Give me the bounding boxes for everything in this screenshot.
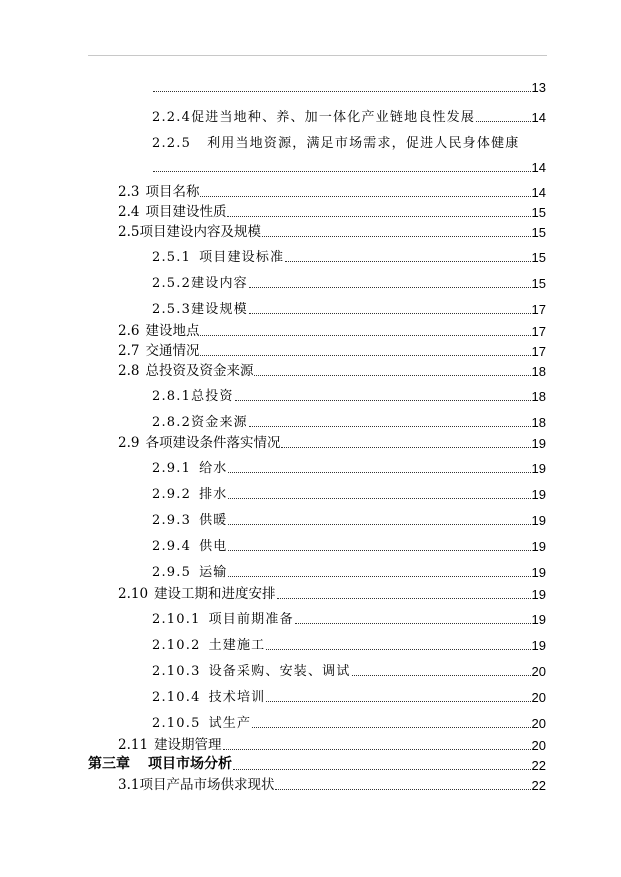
toc-dot-leader xyxy=(249,286,531,288)
toc-entry-number: 2.9 xyxy=(118,435,140,451)
toc-entry-title: 建设规模 xyxy=(191,302,248,317)
toc-page-number: 18 xyxy=(531,364,546,379)
toc-dot-leader xyxy=(295,622,531,624)
toc-entry[interactable] xyxy=(152,272,546,291)
toc-dot-leader xyxy=(200,334,530,336)
toc-entry-title: 利用当地资源，满足市场需求，促进人民身体健康 xyxy=(207,136,520,151)
toc-entry-title: 项目建设内容及规模 xyxy=(139,224,261,240)
toc-dot-leader xyxy=(153,170,531,172)
toc-entry[interactable] xyxy=(152,246,546,265)
toc-entry-number: 2.8.1 xyxy=(152,389,192,404)
toc-entry[interactable] xyxy=(152,634,546,653)
toc-entry-title: 项目前期准备 xyxy=(208,612,294,627)
toc-entry[interactable] xyxy=(152,457,546,476)
toc-entry-number: 2.2.4 xyxy=(152,110,192,125)
toc-page-number: 15 xyxy=(531,276,546,291)
toc-page-number: 22 xyxy=(531,758,546,773)
toc-entry[interactable] xyxy=(152,660,546,679)
toc-entry[interactable] xyxy=(152,509,546,528)
toc-entry-number: 2.5.2 xyxy=(152,276,192,291)
toc-entry[interactable] xyxy=(152,385,546,404)
toc-entry-number: 2.8 xyxy=(118,363,140,379)
toc-entry-title: 建设工期和进度安排 xyxy=(154,586,276,602)
toc-entry-title: 项目产品市场供求现状 xyxy=(139,777,275,793)
toc-entry-number: 2.11 xyxy=(118,737,149,753)
toc-page-number: 13 xyxy=(531,80,546,95)
toc-dot-leader xyxy=(227,215,530,217)
toc-entry[interactable] xyxy=(152,686,546,705)
toc-page-number: 20 xyxy=(531,664,546,679)
toc-page-number: 19 xyxy=(531,565,546,580)
toc-page-number: 19 xyxy=(531,612,546,627)
toc-entry[interactable] xyxy=(152,712,546,731)
toc-entry-number: 2.9.3 xyxy=(152,513,192,528)
toc-entry-title: 供电 xyxy=(199,539,228,554)
toc-dot-leader xyxy=(285,260,530,262)
toc-entry-title: 运输 xyxy=(199,565,228,580)
toc-page-number: 19 xyxy=(531,539,546,554)
toc-entry-number: 2.10 xyxy=(118,586,149,602)
toc-page-number: 20 xyxy=(531,690,546,705)
toc-entry-number: 2.9.5 xyxy=(152,565,192,580)
toc-page-number: 15 xyxy=(531,205,546,220)
toc-dot-leader xyxy=(266,648,530,650)
toc-dot-leader xyxy=(228,549,530,551)
toc-entry[interactable] xyxy=(118,339,546,359)
toc-dot-leader xyxy=(153,90,531,92)
toc-entry-number: 2.4 xyxy=(118,204,140,220)
toc-dot-leader xyxy=(200,354,530,356)
toc-entry-title: 建设内容 xyxy=(191,276,248,291)
toc-entry-number: 2.10.5 xyxy=(152,716,201,731)
toc-entry[interactable] xyxy=(152,132,546,151)
toc-page-number: 19 xyxy=(531,587,546,602)
toc-dot-leader xyxy=(254,374,530,376)
toc-entry-title: 资金来源 xyxy=(191,415,248,430)
toc-dot-leader xyxy=(249,425,531,427)
toc-entry-title: 项目名称 xyxy=(145,184,200,200)
toc-page-number: 18 xyxy=(531,389,546,404)
toc-dot-leader xyxy=(228,523,530,525)
toc-entry-number: 2.9.1 xyxy=(152,461,192,476)
toc-dot-leader xyxy=(281,446,530,448)
toc-page-number: 17 xyxy=(531,344,546,359)
toc-entry[interactable] xyxy=(118,431,546,451)
toc-entry-number: 2.10.1 xyxy=(152,612,201,627)
toc-entry-number: 2.3 xyxy=(118,184,140,200)
toc-dot-leader xyxy=(249,312,531,314)
toc-entry-title: 土建施工 xyxy=(208,638,266,653)
toc-entry-title: 项目市场分析 xyxy=(148,756,232,772)
toc-dot-leader xyxy=(266,700,530,702)
toc-entry-title: 设备采购、安装、调试 xyxy=(208,664,351,679)
toc-page-number: 19 xyxy=(531,638,546,653)
toc-dot-leader xyxy=(233,768,531,770)
toc-page-number: 22 xyxy=(531,778,546,793)
toc-dot-leader xyxy=(228,575,530,577)
toc-page-number: 19 xyxy=(531,487,546,502)
toc-entry[interactable] xyxy=(118,180,546,200)
toc-entry[interactable] xyxy=(152,160,546,175)
toc-entry-title: 建设地点 xyxy=(145,323,200,339)
toc-entry-number: 2.2.5 xyxy=(152,136,192,151)
toc-entry-number: 2.5.3 xyxy=(152,302,192,317)
toc-entry-title: 排水 xyxy=(199,487,228,502)
toc-dot-leader xyxy=(252,726,530,728)
toc-page-number: 14 xyxy=(531,110,546,125)
toc-dot-leader xyxy=(228,471,530,473)
toc-dot-leader xyxy=(277,597,531,599)
toc-entry-number: 2.9.2 xyxy=(152,487,192,502)
toc-entry[interactable] xyxy=(118,319,546,339)
toc-dot-leader xyxy=(200,195,530,197)
toc-page-number: 17 xyxy=(531,302,546,317)
toc-page-number: 20 xyxy=(531,738,546,753)
toc-entry-title: 试生产 xyxy=(208,716,252,731)
toc-entry-title: 总投资 xyxy=(191,389,234,404)
toc-entry-number: 2.5.1 xyxy=(152,250,192,265)
toc-entry-title: 建设期管理 xyxy=(154,737,222,753)
toc-entry-chapter[interactable] xyxy=(88,753,546,773)
toc-entry[interactable] xyxy=(152,298,546,317)
toc-page-number: 19 xyxy=(531,513,546,528)
toc-entry[interactable] xyxy=(152,483,546,502)
toc-entry-number: 2.8.2 xyxy=(152,415,192,430)
toc-page-number: 14 xyxy=(531,185,546,200)
toc-entry[interactable] xyxy=(118,582,546,602)
toc-entry-title: 总投资及资金来源 xyxy=(145,363,254,379)
toc-entry[interactable] xyxy=(118,733,546,753)
toc-entry-title: 项目建设性质 xyxy=(145,204,227,220)
toc-entry[interactable] xyxy=(152,411,546,430)
toc-entry-number: 3.1 xyxy=(118,777,140,793)
toc-entry-title: 促进当地种、养、加一体化产业链地良性发展 xyxy=(191,110,476,125)
toc-entry[interactable] xyxy=(152,80,546,95)
toc-entry[interactable] xyxy=(152,561,546,580)
toc-entry-title: 各项建设条件落实情况 xyxy=(145,435,281,451)
toc-dot-leader xyxy=(352,674,531,676)
toc-entry[interactable] xyxy=(118,220,546,240)
toc-dot-leader xyxy=(476,120,530,122)
toc-entry-number: 2.9.4 xyxy=(152,539,192,554)
toc-entry-number: 2.10.3 xyxy=(152,664,201,679)
toc-page-number: 19 xyxy=(531,436,546,451)
toc-entry-number: 2.10.4 xyxy=(152,690,201,705)
toc-entry[interactable] xyxy=(152,535,546,554)
toc-entry[interactable] xyxy=(152,608,546,627)
toc-entry[interactable] xyxy=(152,106,546,125)
toc-dot-leader xyxy=(223,748,531,750)
toc-dot-leader xyxy=(235,399,531,401)
toc-entry[interactable] xyxy=(118,773,546,793)
toc-entry-title: 项目建设标准 xyxy=(199,250,285,265)
toc-entry-title: 给水 xyxy=(199,461,228,476)
toc-page-number: 19 xyxy=(531,461,546,476)
toc-page-number: 15 xyxy=(531,250,546,265)
toc-entry[interactable] xyxy=(118,359,546,379)
toc-dot-leader xyxy=(228,497,530,499)
toc-entry-number: 2.7 xyxy=(118,343,140,359)
toc-entry-number: 2.10.2 xyxy=(152,638,201,653)
toc-entry-title: 供暖 xyxy=(199,513,228,528)
toc-entry-title: 技术培训 xyxy=(208,690,266,705)
toc-page-number: 17 xyxy=(531,324,546,339)
toc-entry-number: 2.6 xyxy=(118,323,140,339)
toc-entry-number: 2.5 xyxy=(118,224,140,240)
toc-page-number: 14 xyxy=(531,160,546,175)
toc-entry[interactable] xyxy=(118,200,546,220)
toc-page-number: 15 xyxy=(531,225,546,240)
toc-dot-leader xyxy=(262,235,531,237)
toc-page-number: 20 xyxy=(531,716,546,731)
toc-page-number: 18 xyxy=(531,415,546,430)
toc-entry-number: 第三章 xyxy=(88,756,130,772)
toc-entry-title: 交通情况 xyxy=(145,343,200,359)
toc-dot-leader xyxy=(275,788,530,790)
